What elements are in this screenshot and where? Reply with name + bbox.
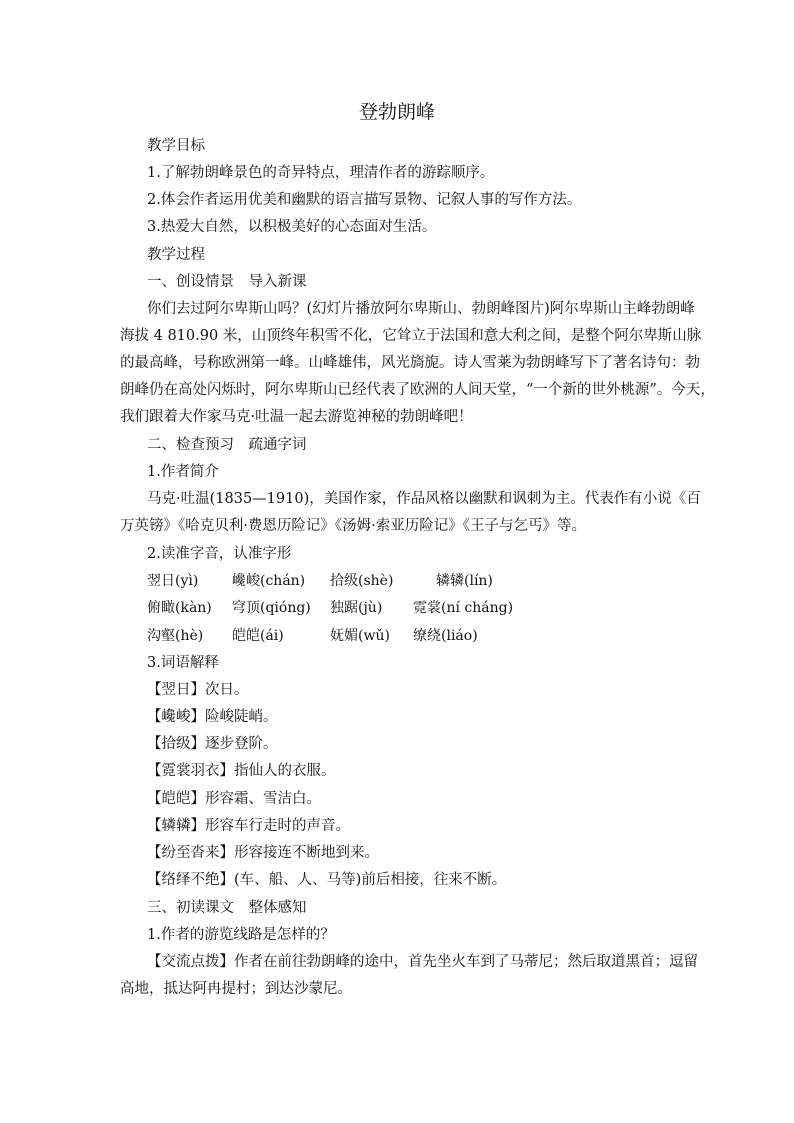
pronunciation-item: 妩媚(wǔ): [330, 628, 390, 644]
definition-item: 【络绎不绝】(车、船、人、马等)前后相接，往来不断。: [147, 872, 507, 888]
section-heading: 二、检查预习 疏通字词: [147, 437, 307, 453]
author-line: 万英镑》《哈克贝利·费恩历险记》《汤姆·索亚历险记》《王子与乞丐》等。: [120, 518, 586, 534]
section-heading: 三、初读课文 整体感知: [147, 900, 307, 916]
intro-paragraph-line: 的最高峰，号称欧洲第一峰。山峰雄伟，风光旖旎。诗人雪莱为勃朗峰写下了著名诗句：勃: [120, 355, 700, 371]
process-heading: 教学过程: [147, 247, 205, 263]
definition-item: 【巉峻】险峻陡峭。: [147, 709, 278, 725]
subsection-heading: 1.作者简介: [147, 464, 219, 480]
pronunciation-item: 穹顶(qióng): [232, 600, 311, 616]
goal-item: 3.热爱大自然，以积极美好的心态面对生活。: [147, 219, 437, 235]
pronunciation-item: 缭绕(liáo): [413, 628, 478, 644]
question: 1.作者的游览线路是怎样的？: [147, 927, 335, 943]
page-title: 登勃朗峰: [358, 101, 435, 123]
intro-paragraph-line: 你们去过阿尔卑斯山吗？(幻灯片播放阿尔卑斯山、勃朗峰图片)阿尔卑斯山主峰勃朗峰: [147, 301, 695, 317]
author-line: 马克·吐温(1835—1910)，美国作家，作品风格以幽默和讽刺为主。代表作有小说《百: [147, 491, 701, 507]
subsection-heading: 3.词语解释: [147, 655, 219, 671]
pronunciation-item: 辚辚(lín): [436, 573, 493, 589]
definition-item: 【霓裳羽衣】指仙人的衣服。: [147, 763, 336, 779]
definition-item: 【纷至沓来】形容接连不断地到来。: [147, 845, 379, 861]
subsection-heading: 2.读准字音，认准字形: [147, 546, 292, 562]
goal-item: 2.体会作者运用优美和幽默的语言描写景物、记叙人事的写作方法。: [147, 192, 582, 208]
definition-item: 【拾级】逐步登阶。: [147, 736, 278, 752]
definition-item: 【辚辚】形容车行走时的声音。: [147, 818, 350, 834]
pronunciation-item: 拾级(shè): [330, 573, 394, 589]
section-heading: 一、创设情景 导入新课: [147, 274, 307, 290]
pronunciation-item: 皑皑(ái): [232, 628, 284, 644]
pronunciation-item: 俯瞰(kàn): [147, 600, 212, 616]
answer-line: 【交流点拨】作者在前往勃朗峰的途中，首先坐火车到了马蒂尼；然后取道黑首；逗留: [147, 954, 698, 970]
intro-paragraph-line: 朗峰仍在高处闪烁时，阿尔卑斯山已经代表了欧洲的人间天堂，“一个新的世外桃源”。今天，: [120, 382, 715, 398]
intro-paragraph-line: 海拔 4 810.90 米，山顶终年积雪不化，它耸立于法国和意大利之间，是整个阿尔卑斯山脉: [120, 328, 702, 344]
answer-line: 高地，抵达阿冉提村；到达沙蒙尼。: [120, 981, 352, 997]
goal-item: 1.了解勃朗峰景色的奇异特点，理清作者的游踪顺序。: [147, 165, 495, 181]
pronunciation-item: 沟壑(hè): [147, 628, 204, 644]
definition-item: 【翌日】次日。: [147, 682, 249, 698]
intro-paragraph-line: 我们跟着大作家马克·吐温一起去游览神秘的勃朗峰吧！: [120, 409, 473, 425]
pronunciation-item: 翌日(yì): [147, 573, 199, 589]
goals-heading: 教学目标: [147, 138, 205, 154]
definition-item: 【皑皑】形容霜、雪洁白。: [147, 791, 321, 807]
pronunciation-item: 巉峻(chán): [232, 573, 306, 589]
pronunciation-item: 独踞(jù): [330, 600, 383, 616]
pronunciation-item: 霓裳(ní cháng): [413, 600, 514, 616]
